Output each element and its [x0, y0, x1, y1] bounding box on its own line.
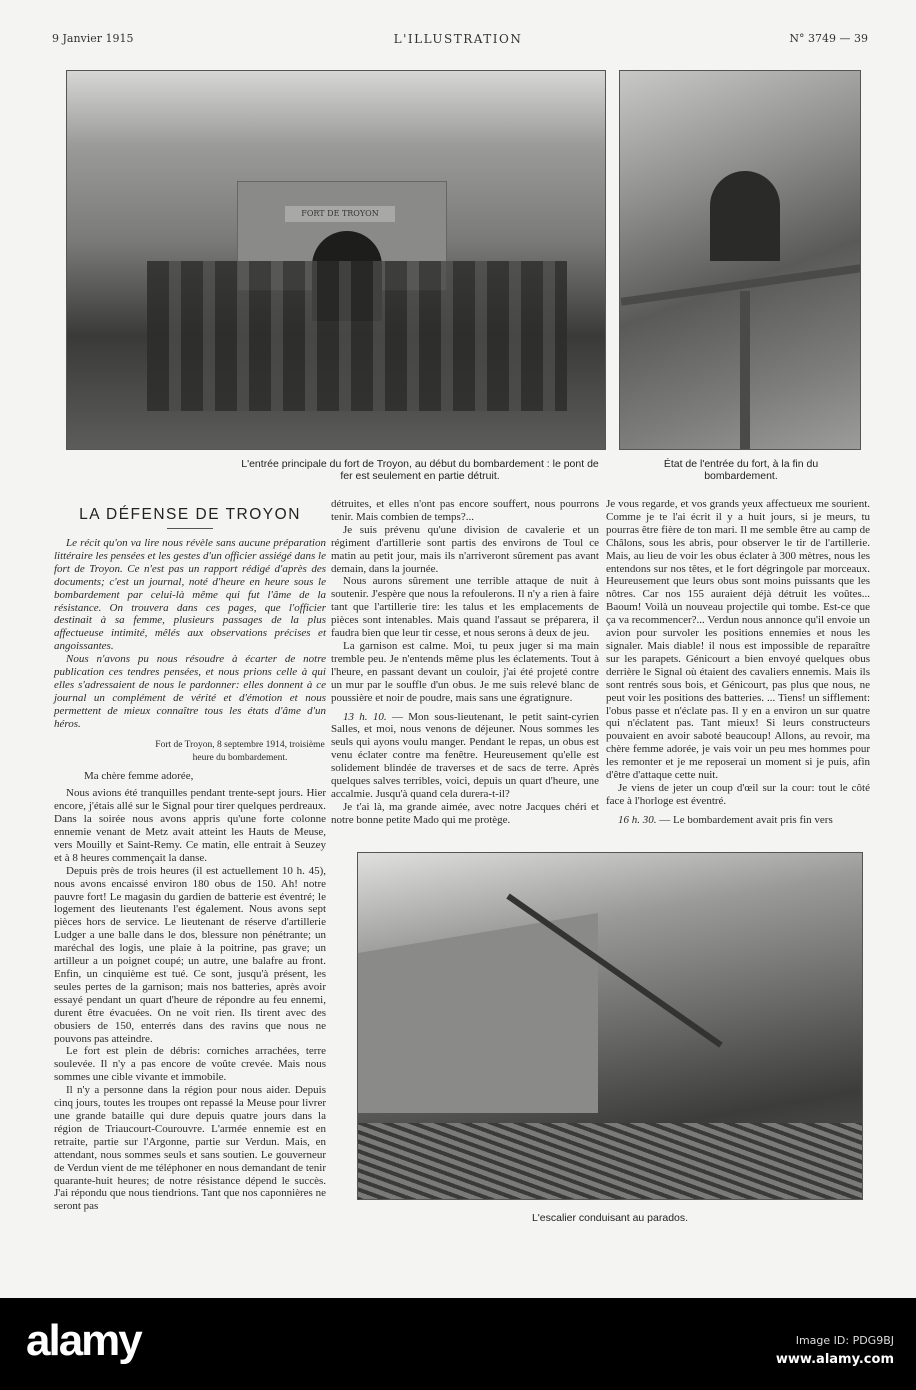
paragraph: Je suis prévenu qu'une division de cavalerie et un régiment d'artillerie sont partis des environs de Toul ce matin au petit jour, mais ils n'arriveront sûrement pas avant demain, dans la journée.: [331, 523, 599, 575]
salutation: Ma chère femme adorée,: [84, 770, 194, 783]
paragraph: — Mon sous-lieutenant, le petit saint-cyrien Salles, et moi, nous venons de déjeuner. Nous sommes les seuls qui ayons voulu manger. Pendant le repas, un obus est venu éclater contre ma fenêtre. Heureusement qu'elle est solidement blindée de traverses et de sacs de terre. Après quelques salves terribles, voici, depuis un quart d'heure, une accalmie. Jusqu'à quand cela durera-t-il?: [331, 710, 600, 800]
paragraph: — Le bombardement avait pris fin vers: [659, 813, 833, 826]
timestamp: 13 h. 10.: [343, 710, 387, 723]
paragraph: Je t'ai là, ma grande aimée, avec notre Jacques chéri et notre bonne petite Mado qui me protège.: [331, 800, 599, 826]
article-column-2: [331, 498, 599, 827]
alamy-logo: alamy: [26, 1316, 141, 1365]
photo-staircase: [357, 852, 863, 1200]
photo-caption-entrance: L'entrée principale du fort de Troyon, au début du bombardement : le pont de fer est seulement en partie détruit.: [241, 458, 599, 482]
image-id: Image ID: PDG9BJ: [795, 1334, 894, 1347]
dateline: Fort de Troyon, 8 septembre 1914, troisième heure du bombardement.: [155, 739, 325, 763]
photo-fort-ruins: [619, 70, 861, 450]
alamy-url: www.alamy.com: [775, 1352, 894, 1367]
paragraph: La garnison est calme. Moi, tu peux juger si ma main tremble peu. Je n'entends même plus les éclatements. Tout à l'heure, en passant devant un couloir, j'ai été projeté contre un mur par le souffle d'un obus. Je me suis relevé blanc de poussière et noir de poudre, mais sans une égratignure.: [331, 639, 599, 704]
title-rule: [167, 528, 213, 529]
issue-number: N° 3749 — 39: [789, 32, 868, 45]
paragraph: Nous aurons sûrement une terrible attaque de nuit à soutenir. J'espère que nous la refoulerons. Il n'y a rien à faire tant que l'artillerie tire: les talus et les emplacements de pièces sont intenables. Mais quand l'assaut se préparera, il faudra bien que leur tir cesse, et nous serons à deux de jeu.: [331, 575, 599, 640]
photo-fort-entrance: [66, 70, 606, 450]
intro-paragraph: Nous n'avons pu nous résoudre à écarter de notre publication ces tendres pensées, et nous prions celle à qui elles s'adressaient de nous le pardonner: elles donnent à ce journal un complément de vérité et d'émotion et nous permettent de mieux connaître tous les états d'âme d'un héros.: [54, 653, 326, 730]
paragraph: Il n'y a personne dans la région pour nous aider. Depuis cinq jours, toutes les troupes ont repassé la Meuse pour livrer une grande bataille qui dure depuis quatre jours dans la région de Triaucourt-Courouvre. L'armée ennemie est en retraite, partie sur l'Argonne, partie sur Verdun. Mais, en attendant, nous sommes seuls et sans soutien. Le gouverneur de Verdun vient de me téléphoner en nous demandant de tenir quarante-huit heures; de notre résistance dépend le succès. J'ai répondu que nous tiendrions. Tant que nos caponnières ne seront pas: [54, 1084, 326, 1213]
photo-caption-ruins: État de l'entrée du fort, à la fin du bombardement.: [663, 458, 819, 482]
article-column-3: [606, 498, 870, 827]
paragraph: Je viens de jeter un coup d'œil sur la cour: tout le côté face à l'horloge est éventré.: [606, 781, 870, 807]
article-column-1: [54, 506, 326, 1213]
paragraph: Nous avions été tranquilles pendant trente-sept jours. Hier encore, j'étais allé sur le Signal pour tirer quelques perdreaux. Dans la soirée nous avons appris qu'une forte colonne ennemie venant de Metz avait atteint les Hauts de Meuse, vers Mouilly et Saint-Remy. Ce matin, elle entrait à Seuzey et à 8 heures commençait la danse.: [54, 787, 326, 864]
watermark-footer: [0, 1298, 916, 1390]
masthead: L'ILLUSTRATION: [393, 32, 523, 46]
paragraph: Le fort est plein de débris: corniches arrachées, terre soulevée. Il n'y a pas encore de voûte crevée. Mais nous sommes une cible vivante et immobile.: [54, 1045, 326, 1084]
paragraph: détruites, et elles n'ont pas encore souffert, nous pourrons tenir. Mais combien de temps?...: [331, 498, 599, 523]
paragraph: Je vous regarde, et vos grands yeux affectueux me sourient. Comme je te l'ai écrit il y a huit jours, si je meurs, tu pourras être fière de ton mari. Il me semble être au camp de Châlons, sous les abris, pour observer le tir de l'artillerie. Mais, au lieu de voir les obus éclater à 300 mètres, nous les entendons sur nos têtes, et le fort dégringole par morceaux. Heureusement que leurs obus sont moins puissants que les nôtres. Car nos 155 auraient déjà détruit les voûtes... Baoum! Voilà un nouveau projectile qui tombe. Est-ce que ça va recommencer?... Verdun nous annonce qu'il envoie un avion pour survoler les positions ennemies et nous les signaler. Mais diable! il nous est impossible de reparaître sur les parapets. Génicourt a bien envoyé quelques obus derrière le Signal où étaient des cavaliers ennemis. Mais ils sont rentrés sous bois, et Génicourt, pas plus que nous, ne peut voir les positions des batteries. ... Tiens! un sifflement: l'obus passe et n'éclate pas. Il y en a environ un sur quatre qui n'éclatent pas. Tant mieux! Si leurs constructeurs pouvaient en avoir saboté beaucoup! Allons, au revoir, ma chère femme adorée, je vais voir un peu mes hommes pour les remonter et je me reposerai un moment si je puis, afin d'être d'attaque cette nuit.: [606, 498, 870, 782]
fort-sign: FORT DE TROYON: [285, 206, 395, 222]
article-title: LA DÉFENSE DE TROYON: [79, 506, 301, 523]
paragraph: Depuis près de trois heures (il est actuellement 10 h. 45), nous avons encaissé environ 180 obus de 150. Ah! notre pauvre fort! Le magasin du gardien de batterie est éventré; le logement des lieutenants l'est également. Nous avons sept pièces hors de service. Le lieutenant de réserve d'artillerie Ludger a une balle dans le dos, blessure non pénétrante; un maréchal des logis, une plaie à la poitrine, pas grave; un artilleur a un poignet coupé; un autre, une balafre au front. Enfin, un cinquième est tué. Ce sont, jusqu'à présent, les seules pertes de la garnison; mais nos batteries, après avoir essayé pendant un quart d'heure de répondre au feu ennemi, durent être évacuées. On ne voit rien. Ils tirent avec des obusiers de 150, enterrés dans des ravins que nous ne pouvons pas atteindre.: [54, 864, 326, 1045]
timestamp: 16 h. 30.: [618, 813, 657, 826]
intro-paragraph: Le récit qu'on va lire nous révèle sans aucune préparation littéraire les pensées et les gestes d'un officier assiégé dans le fort de Troyon. Ce n'est pas un rapport rédigé d'après des documents; c'est un journal, noté d'heure en heure sous le bombardement par celui-là même qui fut l'âme de la résistance. On trouvera dans ces pages, que l'officier destinait à sa femme, plusieurs passages de la plus affectueuse intimité, mêlés aux observations précises et angoissantes.: [54, 537, 326, 653]
photo-caption-staircase: L'escalier conduisant au parados.: [531, 1212, 689, 1224]
page-date: 9 Janvier 1915: [52, 32, 134, 45]
